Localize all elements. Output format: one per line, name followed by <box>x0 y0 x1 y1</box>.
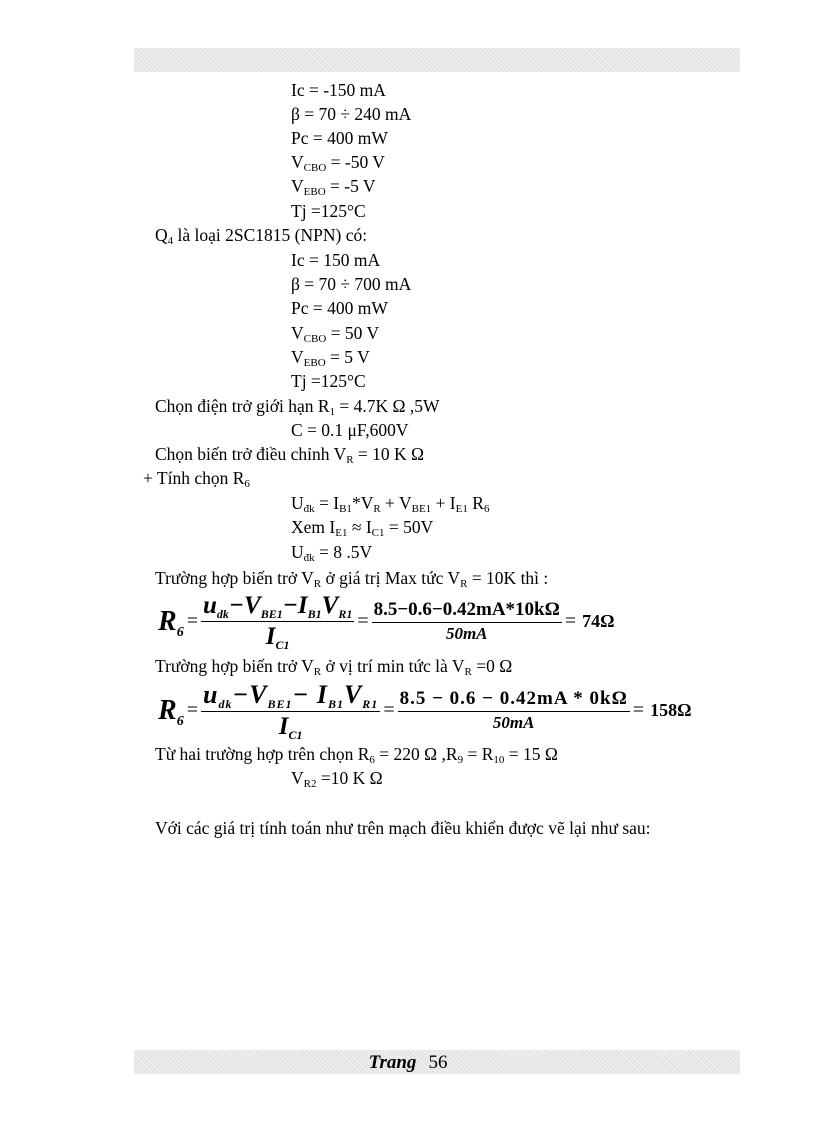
paragraph-line: Với các giá trị tính toán như trên mạch điều khiển được vẽ lại như sau: <box>155 818 651 838</box>
paragraph-line: Chọn điện trở giới hạn $R_1 = 4.7K$ Ω ,5W <box>155 396 440 418</box>
equation-line: $U_{đk} = I_{B1}*V_R + V_{BE1} + I_{E1}$ $R_6$ <box>291 493 490 515</box>
paragraph-line: Trường hợp biến trở $V_R$ ở giá trị Max tức $V_R = 10K$ thì : <box>155 568 549 590</box>
equation-line: $U_{đk} = 8$ .5V <box>291 542 373 564</box>
page-number: 56 <box>428 1052 448 1073</box>
denominator: 50mA <box>492 713 535 732</box>
equals-sign: = <box>357 610 369 632</box>
equals-sign: = <box>383 699 395 721</box>
paragraph-line: $Q_4$ là loại 2SC1815 (NPN) có: <box>155 225 368 247</box>
footer-label: Trang <box>368 1052 417 1073</box>
equals-sign: = <box>186 699 198 721</box>
paragraph-line: Trường hợp biến trở $V_R$ ở vị trí min tức là $V_R =0$ Ω <box>155 656 513 678</box>
spec-line: β = 70 ÷ 700 mA <box>291 274 412 294</box>
symbolic-fraction <box>201 680 380 741</box>
page-footer <box>0 1051 816 1075</box>
spec-line: $V_{CBO} = -50$ V <box>291 152 385 174</box>
numerator: $u_{dk}-V_{BE1}-I_{B1}V_{R1}$ <box>202 592 353 621</box>
formula-max <box>158 592 615 651</box>
denominator: $I_{C1}$ <box>265 623 290 652</box>
paragraph-line: + Tính chọn $R_6$ <box>143 468 250 490</box>
spec-line: Pc = 400 mW <box>291 298 388 318</box>
denominator: $I_{C1}$ <box>278 713 303 742</box>
equation-line: $V_{R2} =10$ K Ω <box>291 768 383 790</box>
numerator: 8.5−0.6−0.42mA*10kΩ <box>372 599 562 623</box>
formula-lhs: $R_6$ <box>158 605 184 640</box>
equals-sign: = <box>564 610 577 632</box>
spec-line: Ic = 150 mA <box>291 250 381 270</box>
spec-line: $V_{EBO} = 5$ V <box>291 347 370 369</box>
paragraph-line: Từ hai trường hợp trên chọn $R_6 = 220$ Ω $,R_9 = R_{10} = 15$ Ω <box>155 744 558 766</box>
symbolic-fraction <box>201 592 354 651</box>
header-band <box>134 48 740 72</box>
equals-sign: = <box>186 610 198 632</box>
denominator: 50mA <box>445 624 488 643</box>
spec-line: C = 0.1 μF,600V <box>291 420 409 440</box>
formula-result: 158Ω <box>650 700 692 720</box>
equals-sign: = <box>632 699 645 721</box>
spec-line: β = 70 ÷ 240 mA <box>291 104 412 124</box>
formula-lhs: $R_6$ <box>158 694 184 729</box>
spec-line: Ic = -150 mA <box>291 80 386 100</box>
spec-line: Pc = 400 mW <box>291 128 388 148</box>
formula-min <box>158 680 691 741</box>
spec-line: Tj =125°C <box>291 201 366 221</box>
numeric-fraction <box>398 688 630 733</box>
numerator: 8.5 − 0.6 − 0.42mA * 0kΩ <box>398 688 630 712</box>
numeric-fraction <box>372 599 562 644</box>
numerator: $u_{dk}-V_{BE1}- I_{B1}V_{R1}$ <box>202 680 379 711</box>
formula-result: 74Ω <box>582 611 615 631</box>
equation-line: Xem $I_{E1} \approx I_{C1} = 50V$ <box>291 517 434 539</box>
spec-line: $V_{CBO} = 50$ V <box>291 323 380 345</box>
spec-line: Tj =125°C <box>291 371 366 391</box>
paragraph-line: Chọn biến trở điều chỉnh $V_R = 10$ K Ω <box>155 444 425 466</box>
spec-line: $V_{EBO} = -5$ V <box>291 176 376 198</box>
